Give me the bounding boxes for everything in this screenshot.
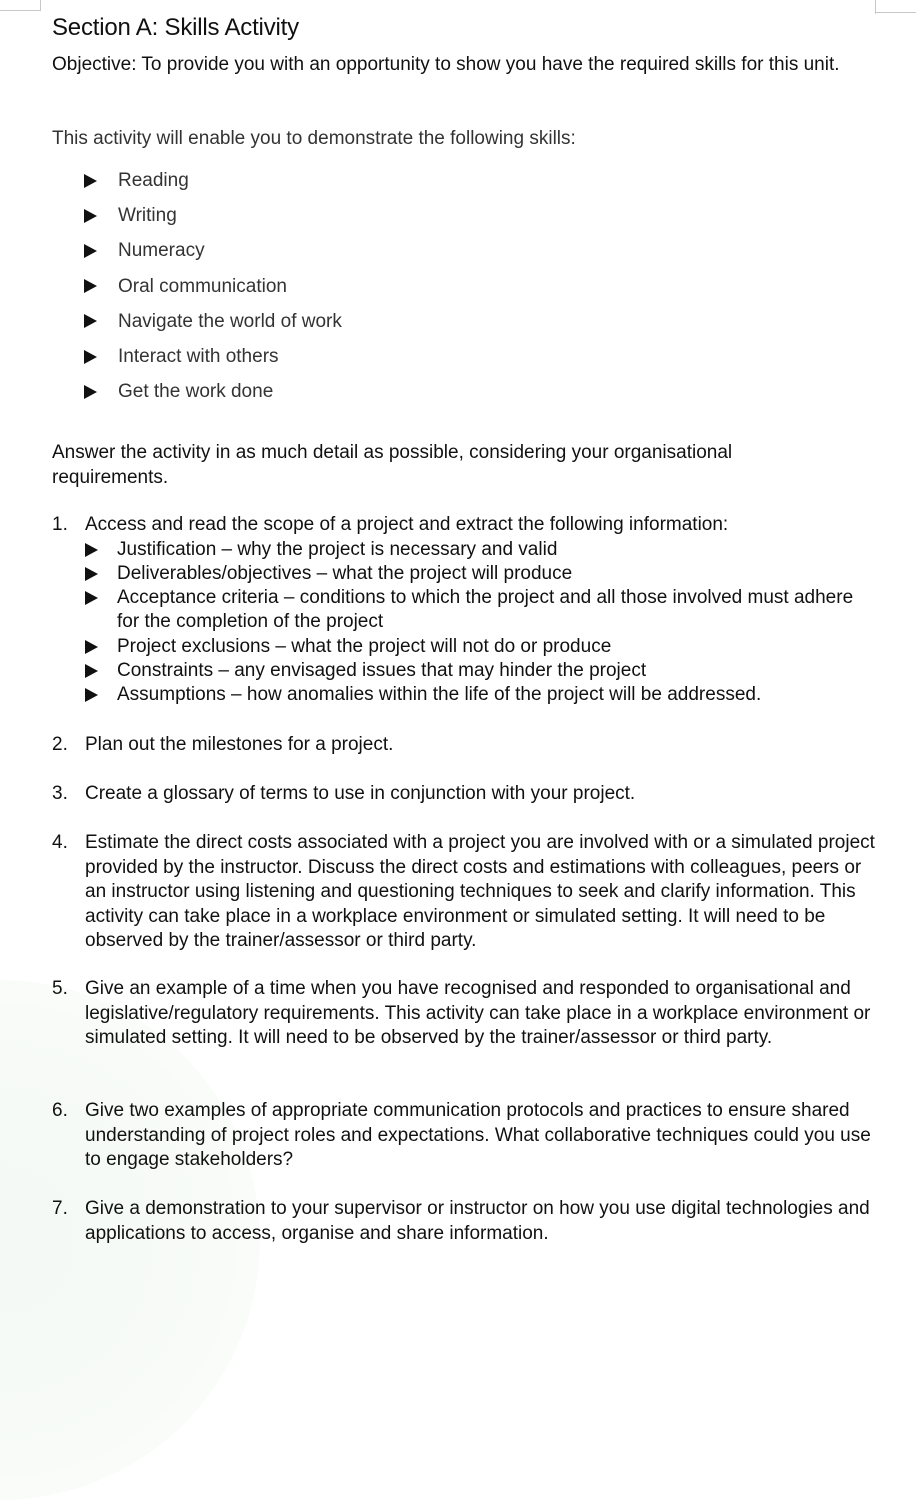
sub-item: Acceptance criteria – conditions to which the project and all those involved must adhere for the completion of the project [85,586,855,635]
question-text: Estimate the direct costs associated with a project you are involved with or a simulated project provided by the instructor. Discuss the direct costs and estimations with colleagues, peers or an instructor using listening and questioning techniques to seek and clarify information. This activity can take place in a workplace environment or simulated setting. It will need to be observed by the trainer/assessor or third party. [85,832,875,951]
arrow-bullet-icon [84,279,97,293]
arrow-bullet-icon [84,174,97,188]
arrow-bullet-icon [84,244,97,258]
question-number: 1. [52,514,68,535]
question-number: 3. [52,783,68,804]
sub-item: Justification – why the project is necessary and valid [85,538,855,562]
question-number: 2. [52,734,68,755]
question-item-7 [52,1197,882,1246]
question-item-4 [52,831,882,954]
intro-text: This activity will enable you to demonstrate the following skills: [52,128,576,149]
arrow-bullet-icon [85,688,98,702]
arrow-bullet-icon [85,640,98,654]
sub-item: Assumptions – how anomalies within the life of the project will be addressed. [85,683,855,707]
question-text: Access and read the scope of a project and extract the following information: [85,514,729,535]
question-text: Create a glossary of terms to use in conjunction with your project. [85,783,636,804]
skill-item: Numeracy [84,233,342,268]
question-text: Give a demonstration to your supervisor or instructor on how you use digital technologies and applications to access, organise and share information. [85,1198,870,1244]
question-number: 4. [52,832,68,853]
objective-text: Objective: To provide you with an opportunity to show you have the required skills for this unit. [52,54,840,75]
skills-list [84,163,342,409]
question-item-6 [52,1099,882,1173]
question-number: 7. [52,1198,68,1219]
skill-item: Navigate the world of work [84,304,342,339]
sub-item: Project exclusions – what the project will not do or produce [85,635,855,659]
arrow-bullet-icon [85,591,98,605]
sub-item: Constraints – any envisaged issues that may hinder the project [85,659,855,683]
question-text: Give an example of a time when you have recognised and responded to organisational and legislative/regulatory requirements. This activity can take place in a workplace environment or simulated setting. It will need to be observed by the trainer/assessor or third party. [85,978,871,1048]
question-text: Plan out the milestones for a project. [85,734,394,755]
sub-item: Deliverables/objectives – what the project will produce [85,562,855,586]
skill-item: Reading [84,163,342,198]
question-text: Give two examples of appropriate communication protocols and practices to ensure shared understanding of project roles and expectations. What collaborative techniques could you use to engage stakeholders? [85,1100,871,1170]
skill-item: Oral communication [84,269,342,304]
skill-item: Get the work done [84,374,342,409]
arrow-bullet-icon [85,664,98,678]
arrow-bullet-icon [84,314,97,328]
question-item-1 [52,513,882,708]
arrow-bullet-icon [84,209,97,223]
arrow-bullet-icon [84,385,97,399]
question-item-2 [52,733,882,758]
skill-item: Writing [84,198,342,233]
skill-item: Interact with others [84,339,342,374]
section-title: Section A: Skills Activity [52,14,299,41]
question-item-5 [52,977,882,1051]
arrow-bullet-icon [85,543,98,557]
question-number: 6. [52,1100,68,1121]
question-number: 5. [52,978,68,999]
question-sub-list [85,538,855,708]
arrow-bullet-icon [84,350,97,364]
instruction-text: Answer the activity in as much detail as possible, considering your organisational requirements. [52,442,733,488]
question-item-3 [52,782,882,807]
arrow-bullet-icon [85,567,98,581]
